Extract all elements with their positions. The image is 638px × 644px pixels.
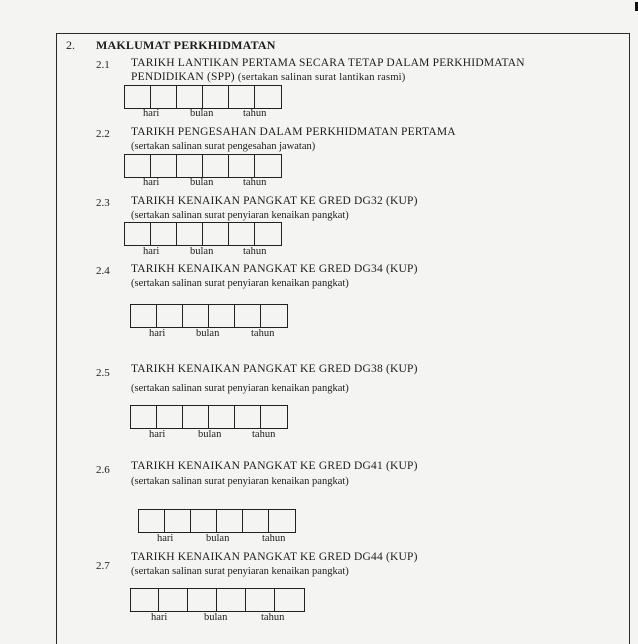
item-title: TARIKH LANTIKAN PERTAMA SECARA TETAP DALAM PERKHIDMATAN — [131, 57, 525, 69]
day-label: hari — [143, 108, 160, 119]
item-title: TARIKH KENAIKAN PANGKAT KE GRED DG41 (KUP) — [131, 460, 418, 472]
item-note: (sertakan salinan surat penyiaran kenaikan pangkat) — [131, 383, 349, 394]
item-title: TARIKH KENAIKAN PANGKAT KE GRED DG34 (KUP) — [131, 263, 418, 275]
item-note: (sertakan salinan surat penyiaran kenaikan pangkat) — [131, 210, 349, 221]
date-boxes[interactable] — [124, 85, 282, 109]
item-title: TARIKH KENAIKAN PANGKAT KE GRED DG38 (KUP) — [131, 363, 418, 375]
day-label: hari — [149, 328, 166, 339]
year-label: tahun — [243, 246, 267, 257]
day-digit-2[interactable] — [159, 589, 188, 611]
day-label: hari — [143, 177, 160, 188]
year-digit-2[interactable] — [255, 223, 281, 245]
day-digit-1[interactable] — [131, 589, 159, 611]
year-label: tahun — [251, 328, 275, 339]
year-digit-2[interactable] — [255, 155, 281, 177]
date-boxes[interactable] — [124, 154, 282, 178]
day-digit-1[interactable] — [131, 406, 157, 428]
day-digit-2[interactable] — [151, 155, 177, 177]
month-digit-1[interactable] — [177, 223, 203, 245]
month-digit-2[interactable] — [203, 86, 229, 108]
item-note: (sertakan salinan surat penyiaran kenaikan pangkat) — [131, 566, 349, 577]
section-title: MAKLUMAT PERKHIDMATAN — [96, 38, 276, 52]
day-digit-2[interactable] — [157, 305, 183, 327]
date-boxes[interactable] — [138, 509, 296, 533]
section-number: 2. — [66, 38, 75, 52]
month-digit-1[interactable] — [183, 305, 209, 327]
year-digit-2[interactable] — [255, 86, 281, 108]
year-digit-2[interactable] — [261, 305, 287, 327]
day-digit-1[interactable] — [131, 305, 157, 327]
month-label: bulan — [204, 612, 228, 623]
day-digit-2[interactable] — [157, 406, 183, 428]
item-number: 2.7 — [96, 560, 110, 572]
item-number: 2.5 — [96, 367, 110, 379]
month-label: bulan — [198, 429, 222, 440]
month-digit-2[interactable] — [217, 510, 243, 532]
item-number: 2.3 — [96, 197, 110, 209]
date-boxes[interactable] — [124, 222, 282, 246]
date-boxes[interactable] — [130, 304, 288, 328]
year-digit-1[interactable] — [235, 305, 261, 327]
item-title: TARIKH KENAIKAN PANGKAT KE GRED DG32 (KUP) — [131, 195, 418, 207]
item-number: 2.6 — [96, 464, 110, 476]
month-label: bulan — [206, 533, 230, 544]
year-digit-2[interactable] — [275, 589, 304, 611]
day-digit-1[interactable] — [125, 223, 151, 245]
year-digit-2[interactable] — [269, 510, 295, 532]
year-label: tahun — [262, 533, 286, 544]
year-digit-1[interactable] — [235, 406, 261, 428]
item-title-cont: PENDIDIKAN (SPP) — [131, 71, 235, 83]
day-digit-2[interactable] — [165, 510, 191, 532]
day-label: hari — [151, 612, 168, 623]
month-digit-2[interactable] — [217, 589, 246, 611]
item-number: 2.4 — [96, 265, 110, 277]
year-digit-1[interactable] — [246, 589, 275, 611]
item-number: 2.1 — [96, 59, 110, 71]
year-label: tahun — [261, 612, 285, 623]
month-label: bulan — [196, 328, 220, 339]
month-digit-1[interactable] — [188, 589, 217, 611]
item-note: (sertakan salinan surat penyiaran kenaikan pangkat) — [131, 278, 349, 289]
month-label: bulan — [190, 177, 214, 188]
item-title: TARIKH PENGESAHAN DALAM PERKHIDMATAN PERTAMA — [131, 126, 456, 138]
item-note: (sertakan salinan surat lantikan rasmi) — [237, 72, 406, 83]
month-digit-2[interactable] — [203, 155, 229, 177]
month-digit-2[interactable] — [209, 305, 235, 327]
month-digit-1[interactable] — [191, 510, 217, 532]
item-note: (sertakan salinan surat pengesahan jawatan) — [131, 141, 316, 152]
month-digit-1[interactable] — [183, 406, 209, 428]
year-digit-1[interactable] — [229, 223, 255, 245]
day-label: hari — [157, 533, 174, 544]
day-digit-1[interactable] — [125, 155, 151, 177]
day-digit-1[interactable] — [139, 510, 165, 532]
day-digit-1[interactable] — [125, 86, 151, 108]
day-label: hari — [149, 429, 166, 440]
item-title-line2 — [131, 71, 406, 83]
month-digit-2[interactable] — [209, 406, 235, 428]
item-title: TARIKH KENAIKAN PANGKAT KE GRED DG44 (KUP) — [131, 551, 418, 563]
month-digit-1[interactable] — [177, 86, 203, 108]
item-note: (sertakan salinan surat penyiaran kenaikan pangkat) — [131, 476, 349, 487]
year-digit-1[interactable] — [229, 155, 255, 177]
year-digit-2[interactable] — [261, 406, 287, 428]
year-label: tahun — [243, 177, 267, 188]
month-label: bulan — [190, 108, 214, 119]
year-label: tahun — [252, 429, 276, 440]
month-digit-1[interactable] — [177, 155, 203, 177]
day-digit-2[interactable] — [151, 223, 177, 245]
day-label: hari — [143, 246, 160, 257]
item-number: 2.2 — [96, 128, 110, 140]
year-digit-1[interactable] — [229, 86, 255, 108]
month-label: bulan — [190, 246, 214, 257]
month-digit-2[interactable] — [203, 223, 229, 245]
date-boxes[interactable] — [130, 588, 305, 612]
year-digit-1[interactable] — [243, 510, 269, 532]
date-boxes[interactable] — [130, 405, 288, 429]
year-label: tahun — [243, 108, 267, 119]
day-digit-2[interactable] — [151, 86, 177, 108]
